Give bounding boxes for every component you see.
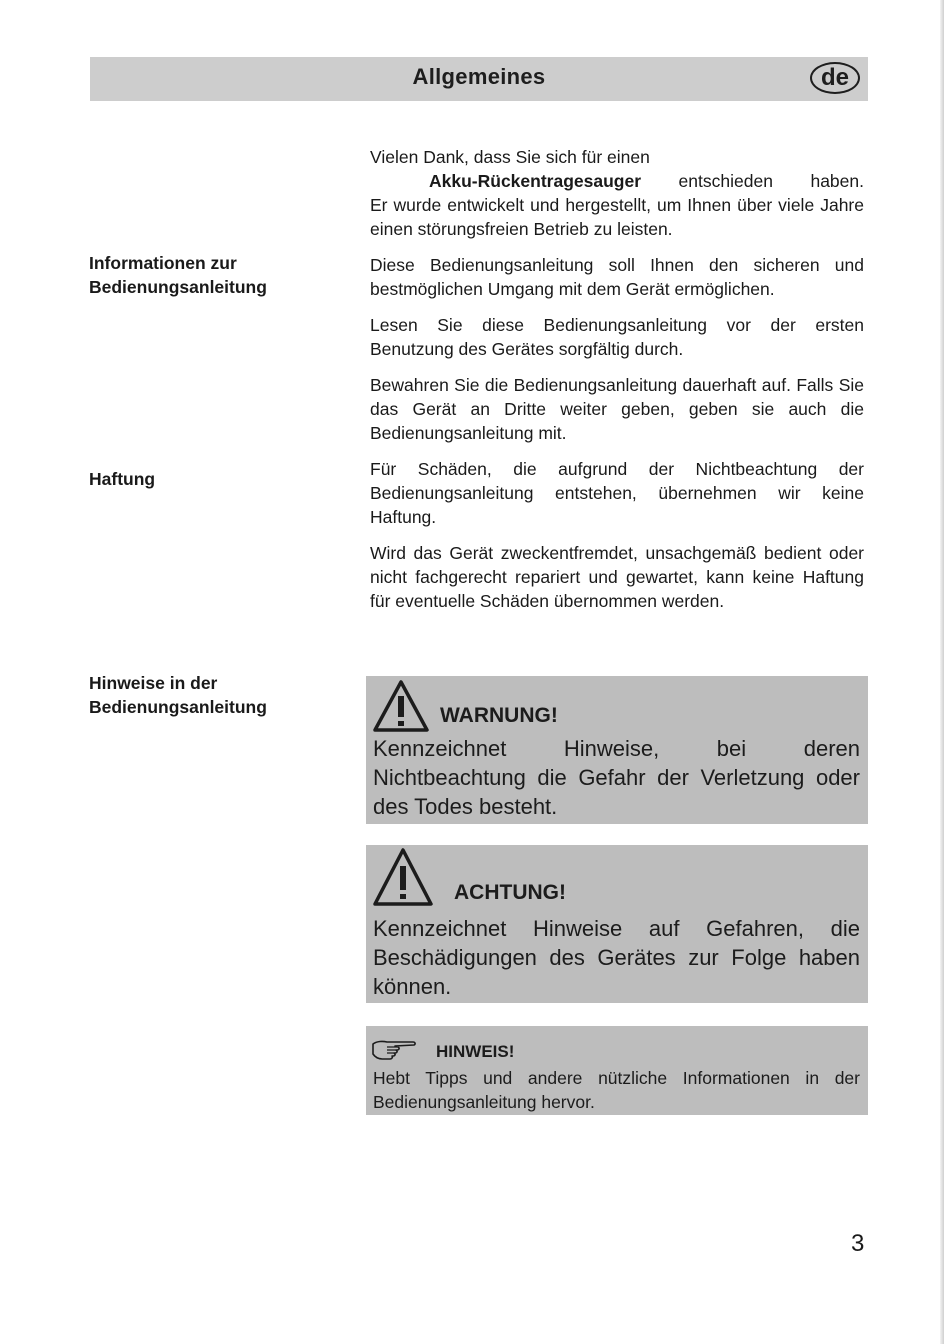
page-edge-shadow [940,0,944,1344]
hint-text: Hebt Tipps und andere nützliche Informationen in der Bedienungsanleitung hervor. [373,1068,860,1112]
intro-line: Vielen Dank, dass Sie sich für einen [370,147,650,167]
caution-title: ACHTUNG! [454,881,566,904]
intro-product-line [370,169,864,193]
info-paragraph-3: Bewahren Sie die Bedienungsanleitung dauerhaft auf. Falls Sie das Gerät an Dritte weiter geben, geben sie auch die Bedienungsanleitung mit. [370,375,864,443]
hint-title: HINWEIS! [436,1042,515,1061]
intro-paragraph: Er wurde entwickelt und hergestellt, um Ihnen über viele Jahre einen störungsfreien Betrieb zu leisten. [370,195,864,239]
info-paragraph-2: Lesen Sie diese Bedienungsanleitung vor der ersten Benutzung des Gerätes sorgfältig durch. [370,315,864,359]
warning-notice [366,676,868,824]
product-name: Akku-Rückentragesauger [429,171,642,191]
liability-paragraph-2: Wird das Gerät zweckentfremdet, unsachgemäß bedient oder nicht fachgerecht repariert und gewartet, kann keine Haftung für eventuelle Schäden übernommen werden. [370,543,864,611]
caution-notice [366,845,868,1003]
warning-title: WARNUNG! [440,704,558,727]
section-header [90,57,868,101]
side-label-notes: Hinweise in der Bedienungsanleitung [89,673,267,717]
warning-triangle-icon [372,679,430,733]
info-paragraph-1: Diese Bedienungsanleitung soll Ihnen den sicheren und bestmöglichen Umgang mit dem Gerät ermöglichen. [370,255,864,299]
warning-text: Kennzeichnet Hinweise, bei deren Nichtbeachtung die Gefahr der Verletzung oder des Todes besteht. [373,736,860,819]
liability-paragraph-1: Für Schäden, die aufgrund der Nichtbeachtung der Bedienungsanleitung entstehen, übernehmen wir keine Haftung. [370,459,864,527]
side-label-info: Informationen zur Bedienungsanleitung [89,253,267,297]
warning-triangle-icon [372,847,434,907]
hint-notice [366,1026,868,1115]
side-label-liability: Haftung [89,469,156,489]
caution-text: Kennzeichnet Hinweise auf Gefahren, die Beschädigungen des Gerätes zur Folge haben können. [373,916,860,999]
page-number: 3 [851,1230,865,1257]
pointing-hand-icon [371,1036,417,1060]
language-badge: de [810,62,860,94]
intro-line-rest: entschieden haben. [641,171,864,191]
page-title: Allgemeines [412,64,546,89]
